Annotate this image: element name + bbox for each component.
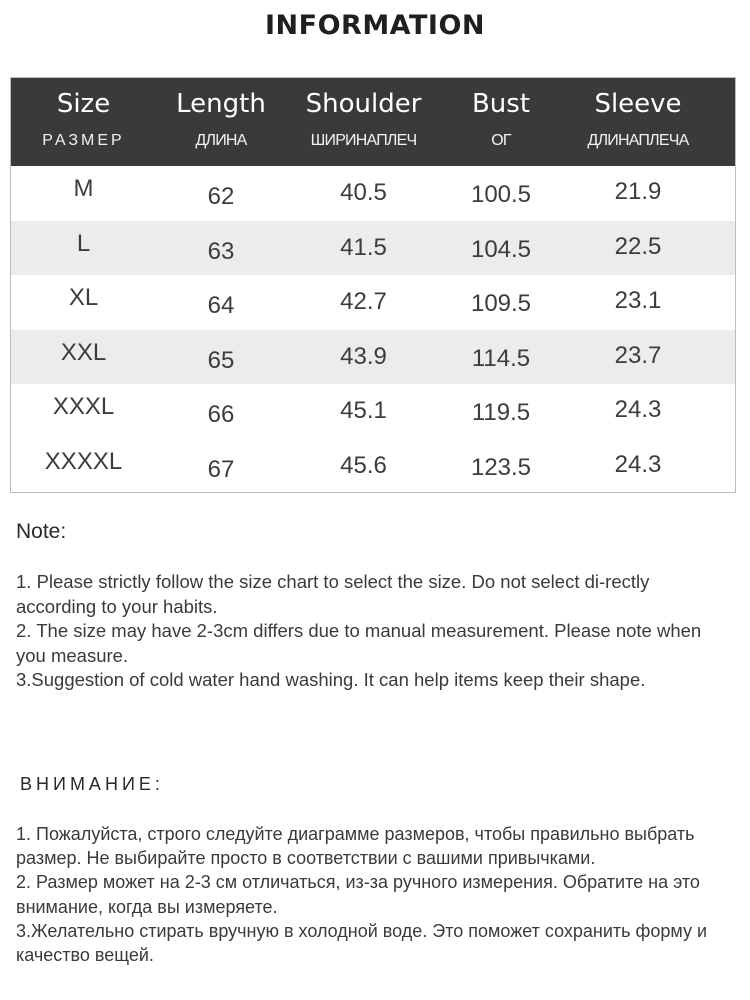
cell-sleeve — [561, 439, 715, 493]
cell-sleeve-value: 21.9 — [614, 178, 662, 205]
note-list — [16, 570, 731, 693]
note-item: 2. The size may have 2-3cm differs due to manual measurement. Please note when you measure. — [16, 620, 702, 666]
cell-sleeve-value: 23.1 — [614, 287, 662, 315]
header-length-sublabel: ДЛИНА — [195, 132, 247, 149]
note-ru-item: 2. Размер может на 2-3 см отличаться, из-за ручного измерения. Обратите на это внимание, когда вы измеряете. — [16, 872, 700, 917]
header-shoulder — [286, 78, 441, 166]
cell-bust — [441, 439, 561, 493]
cell-sleeve-value: 24.3 — [614, 450, 662, 478]
cell-shoulder-value: 40.5 — [340, 179, 387, 206]
cell-shoulder-value: 41.5 — [340, 233, 387, 261]
cell-bust-value: 114.5 — [471, 344, 531, 372]
cell-bust — [441, 221, 561, 276]
cell-bust — [441, 384, 561, 439]
cell-size — [11, 384, 156, 439]
cell-bust-value: 109.5 — [470, 290, 532, 318]
cell-size-value: XXXL — [52, 393, 115, 421]
cell-shoulder-value: 45.6 — [340, 451, 387, 479]
cell-size-value: XXL — [60, 338, 107, 366]
header-shoulder-sublabel: ШИРИНАПЛЕЧ — [310, 132, 417, 149]
cell-shoulder-value: 45.1 — [340, 397, 387, 425]
cell-size-value: L — [76, 229, 91, 257]
table-row — [11, 439, 735, 493]
header-length — [156, 78, 286, 166]
cell-bust — [441, 166, 561, 221]
note-ru-heading: ВНИМАНИЕ: — [20, 774, 164, 794]
table-row — [11, 275, 735, 330]
header-sleeve — [561, 78, 715, 166]
page-title: INFORMATION — [264, 10, 485, 41]
cell-length-value: 63 — [207, 237, 235, 265]
cell-shoulder-value: 43.9 — [340, 342, 387, 370]
note-ru-list — [16, 822, 731, 967]
cell-size — [11, 330, 156, 385]
cell-length-value: 67 — [207, 455, 235, 483]
cell-size — [11, 439, 156, 493]
table-row — [11, 221, 735, 276]
header-size-sublabel: РАЗМЕР — [42, 132, 125, 149]
header-size — [11, 78, 156, 166]
note-heading: Note: — [16, 520, 67, 543]
header-sleeve-sublabel: ДЛИНАПЛЕЧА — [587, 132, 689, 149]
header-size-label: Size — [56, 89, 111, 119]
cell-bust-value: 104.5 — [470, 235, 532, 263]
cell-size — [11, 166, 156, 221]
cell-sleeve — [561, 166, 715, 221]
header-shoulder-label: Shoulder — [305, 89, 422, 119]
size-chart-table — [10, 77, 736, 493]
cell-bust — [441, 330, 561, 385]
header-length-label: Length — [176, 89, 266, 119]
header-bust — [441, 78, 561, 166]
note-item: 1. Please strictly follow the size chart to select the size. Do not select di-rectly according to your habits. — [16, 571, 650, 617]
table-header-row — [11, 78, 735, 166]
cell-shoulder — [286, 275, 441, 330]
cell-sleeve — [561, 221, 715, 276]
note-item: 3.Suggestion of cold water hand washing. It can help items keep their shape. — [16, 669, 646, 690]
cell-sleeve-value: 24.3 — [614, 396, 662, 424]
cell-size-value: XL — [68, 284, 99, 312]
cell-shoulder — [286, 439, 441, 493]
cell-length-value: 62 — [207, 183, 235, 210]
cell-length — [156, 221, 286, 276]
table-row — [11, 166, 735, 221]
cell-size — [11, 221, 156, 276]
cell-size-value: M — [73, 175, 94, 202]
cell-size — [11, 275, 156, 330]
cell-length — [156, 275, 286, 330]
cell-shoulder-value: 42.7 — [340, 288, 387, 316]
header-sleeve-label: Sleeve — [594, 89, 682, 119]
cell-bust-value: 119.5 — [471, 399, 531, 427]
cell-bust — [441, 275, 561, 330]
cell-sleeve — [561, 330, 715, 385]
cell-bust-value: 100.5 — [470, 181, 532, 208]
cell-sleeve — [561, 275, 715, 330]
cell-length — [156, 166, 286, 221]
cell-length — [156, 384, 286, 439]
cell-sleeve-value: 23.7 — [614, 341, 662, 369]
header-bust-label: Bust — [471, 89, 531, 119]
cell-length-value: 65 — [207, 346, 235, 374]
cell-shoulder — [286, 166, 441, 221]
cell-size-value: XXXXL — [44, 447, 123, 475]
cell-shoulder — [286, 384, 441, 439]
cell-length-value: 66 — [207, 401, 235, 429]
header-bust-sublabel: ОГ — [491, 132, 511, 149]
cell-length-value: 64 — [207, 292, 235, 320]
cell-sleeve — [561, 384, 715, 439]
cell-bust-value: 123.5 — [470, 453, 532, 481]
note-ru-item: 3.Желательно стирать вручную в холодной воде. Это поможет сохранить форму и качество вещей. — [16, 920, 708, 966]
table-row — [11, 384, 735, 439]
cell-shoulder — [286, 330, 441, 385]
table-row — [11, 330, 735, 385]
note-ru-item: 1. Пожалуйста, строго следуйте диаграмме размеров, чтобы правильно выбрать размер. Не выбирайте просто в соответствии с вашими привычками. — [16, 824, 695, 869]
cell-sleeve-value: 22.5 — [614, 232, 662, 260]
cell-length — [156, 439, 286, 493]
cell-length — [156, 330, 286, 385]
cell-shoulder — [286, 221, 441, 276]
